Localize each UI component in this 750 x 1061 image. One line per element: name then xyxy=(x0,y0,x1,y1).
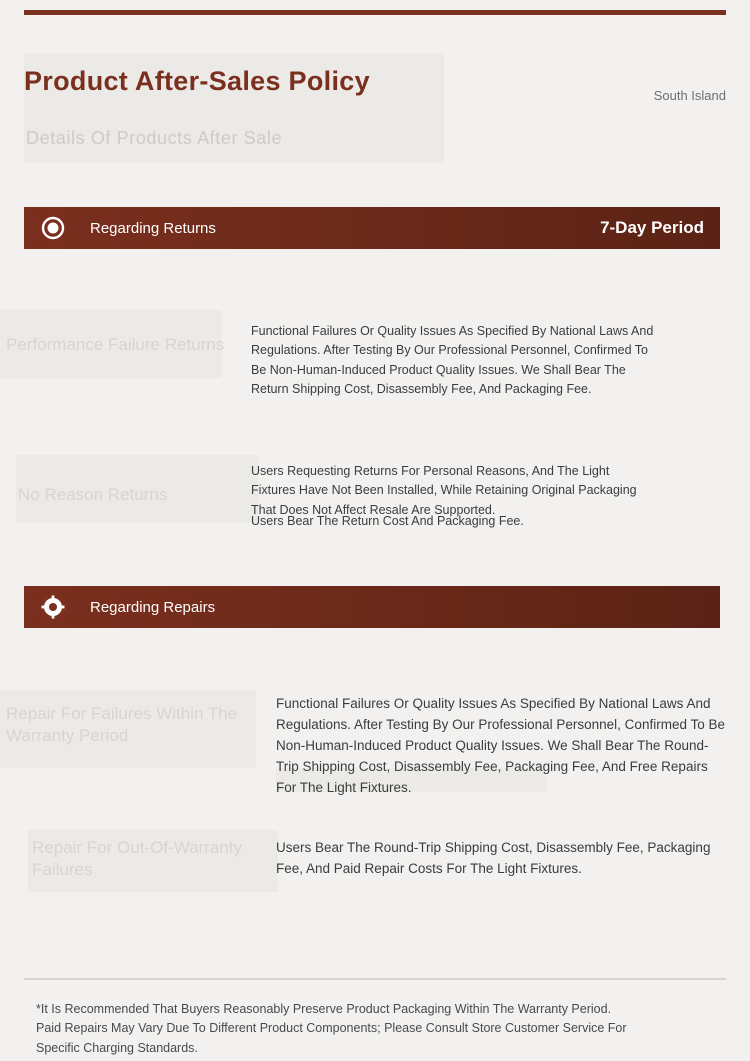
footer-divider xyxy=(24,978,726,980)
row-label-no-reason-returns: No Reason Returns xyxy=(18,485,168,504)
footer-note: *It Is Recommended That Buyers Reasonably Preserve Product Packaging Within The Warranty Period. Paid Repairs May Vary Due To Different Product Components; Please Consult Store Customer Service For Specific Charging Standards. xyxy=(36,1002,627,1055)
row-body-repair-within-warranty: Functional Failures Or Quality Issues As Specified By National Laws And Regulations. After Testing By Our Professional Personnel, Confirmed To Be Non-Human-Induced Product Quality Issues. We Shall Bear The Round-Trip Shipping Cost, Disassembly Fee, Packaging Fee, And Free Repairs For The Light Fixtures. xyxy=(276,696,725,795)
region-label: South Island xyxy=(653,88,726,103)
page-header xyxy=(24,40,726,150)
row-label-repair-out-of-warranty: Repair For Out-Of-Warranty Failures xyxy=(32,838,243,879)
page-title: Product After-Sales Policy xyxy=(24,66,370,96)
row-body-performance-failure-returns: Functional Failures Or Quality Issues As Specified By National Laws And Regulations. After Testing By Our Professional Personnel, Confirmed To Be Non-Human-Induced Product Quality Issues. We Shall Bear The Return Shipping Cost, Disassembly Fee, And Packaging Fee. xyxy=(251,324,654,397)
row-body-repair-out-of-warranty: Users Bear The Round-Trip Shipping Cost, Disassembly Fee, Packaging Fee, And Paid Repair Costs For The Light Fixtures. xyxy=(276,840,711,876)
gear-icon xyxy=(38,592,68,622)
top-divider xyxy=(24,10,726,15)
row-label-performance-failure-returns: Performance Failure Returns xyxy=(6,335,225,354)
section-label-repairs: Regarding Repairs xyxy=(90,598,216,616)
circle-arrow-icon xyxy=(38,213,68,243)
row-label-repair-within-warranty: Repair For Failures Within The Warranty Period xyxy=(6,704,238,745)
section-banner-repairs xyxy=(24,586,720,628)
page-subtitle: Details Of Products After Sale xyxy=(26,128,283,148)
row-body-no-reason-returns-secondary: Users Bear The Return Cost And Packaging Fee. xyxy=(251,514,524,528)
section-label-returns: Regarding Returns xyxy=(90,219,216,237)
section-banner-returns xyxy=(24,207,720,249)
section-badge-returns: 7-Day Period xyxy=(600,218,704,237)
row-body-no-reason-returns: Users Requesting Returns For Personal Reasons, And The Light Fixtures Have Not Been Installed, While Retaining Original Packaging That Does Not Affect Resale Are Supported. xyxy=(251,464,637,517)
